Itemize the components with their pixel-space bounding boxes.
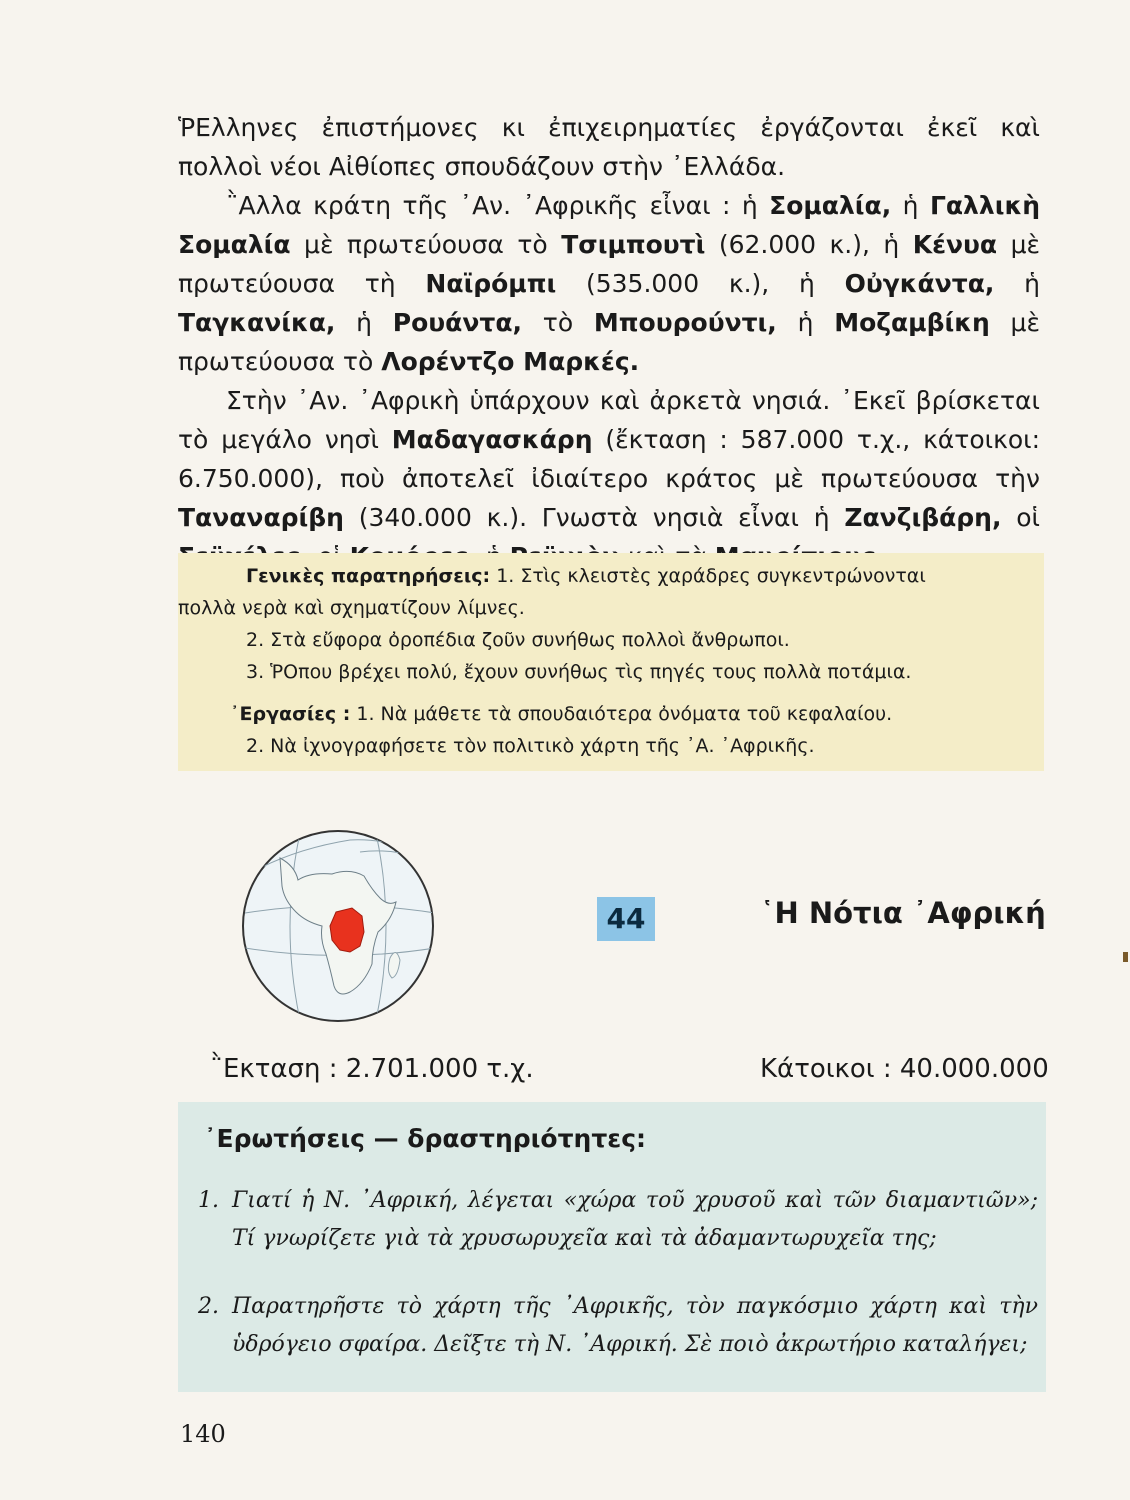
questions-box	[178, 1102, 1046, 1392]
country-name: Μπουρούντι,	[593, 308, 777, 337]
capital-name: Λορέντζο Μαρκές.	[381, 347, 640, 376]
notes-line-1: Γενικὲς παρατηρήσεις: 1. Στὶς κλειστὲς χαράδρες συγκεντρώνονται	[246, 565, 926, 587]
country-name: Κένυα	[912, 230, 998, 259]
tasks-heading: ᾿Εργασίες :	[230, 703, 351, 725]
capital-name: Τσιμπουτὶ	[561, 230, 706, 259]
area-stat: ῭Εκταση : 2.701.000 τ.χ.	[210, 1054, 534, 1084]
tasks-line-1: ᾿Εργασίες : 1. Νὰ μάθετε τὰ σπουδαιότερα ὀνόματα τοῦ κεφαλαίου.	[230, 703, 893, 725]
notes-heading: Γενικὲς παρατηρήσεις:	[246, 565, 491, 587]
page-number: 140	[180, 1420, 226, 1448]
paragraph-2: ῭Αλλα κράτη τῆς ᾿Αν. ᾿Αφρικῆς εἶναι : ἡ Σομαλία, ἡ Γαλλικὴ Σομαλία μὲ πρωτεύουσα τὸ Τσιμπουτὶ (62.000 κ.), ἡ Κένυα μὲ πρωτεύουσα τὴ Ναϊρόμπι (535.000 κ.), ἡ Οὐγκάντα, ἡ Ταγκανίκα, ἡ Ρουάντα, τὸ Μπουρούντι, ἡ Μοζαμβίκη μὲ πρωτεύουσα τὸ Λορέντζο Μαρκές.	[178, 191, 1040, 376]
question-text: Γιατί ἡ Ν. ᾿Αφρική, λέγεται «χώρα τοῦ χρυσοῦ καὶ τῶν διαμαντιῶν»; Τί γνωρίζετε γιὰ τὰ χρυσωρυχεῖα καὶ τὰ ἀδαμαντωρυχεῖα της;	[232, 1188, 1038, 1251]
question-text: Παρατηρῆστε τὸ χάρτη τῆς ᾿Αφρικῆς, τὸν παγκόσμιο χάρτη καὶ τὴν ὑδρόγειο σφαίρα. Δεῖξτε τὴ Ν. ᾿Αφρική. Σὲ ποιὸ ἀκρωτήριο καταλήγει;	[232, 1294, 1038, 1357]
tasks-item-2: 2. Νὰ ἰχνογραφήσετε τὸν πολιτικὸ χάρτη τῆς ᾿Α. ᾿Αφρικῆς.	[246, 735, 815, 757]
lesson-number-badge: 44	[597, 897, 655, 941]
notes-item-3: 3. ῬΟπου βρέχει πολύ, ἔχουν συνήθως τὶς πηγές τους πολλὰ ποτάμια.	[246, 661, 912, 683]
capital-name: Ταναναρίβη	[178, 503, 344, 532]
question-item	[198, 1288, 1038, 1364]
main-text	[178, 108, 1040, 576]
question-number: 1.	[198, 1188, 219, 1213]
notes-line-2: πολλὰ νερὰ καὶ σχηματίζουν λίμνες.	[178, 597, 525, 619]
lesson-title: ῾Η Νότια ᾿Αφρική	[760, 896, 1046, 930]
country-name: Ρουάντα,	[392, 308, 523, 337]
capital-name: Ναϊρόμπι	[425, 269, 557, 298]
question-item	[198, 1182, 1038, 1258]
notes-item-2: 2. Στὰ εὔφορα ὀροπέδια ζοῦν συνήθως πολλοὶ ἄνθρωποι.	[246, 629, 790, 651]
globe-africa-map	[240, 828, 436, 1024]
country-name: Μοζαμβίκη	[834, 308, 990, 337]
population-stat: Κάτοικοι : 40.000.000	[760, 1054, 1049, 1084]
country-name: Ταγκανίκα,	[178, 308, 336, 337]
country-name: Σομαλία,	[769, 191, 892, 220]
questions-heading: ᾿Ερωτήσεις — δραστηριότητες:	[204, 1124, 647, 1153]
country-name: Οὐγκάντα,	[844, 269, 995, 298]
page-edge-mark	[1123, 952, 1128, 962]
paragraph-1: ῬΕλληνες ἐπιστήμονες κι ἐπιχειρηματίες ἐργάζονται ἐκεῖ καὶ πολλοὶ νέοι Αἰθίοπες σπουδάζουν στὴν ᾿Ελλάδα.	[178, 113, 1040, 181]
island-name: Ζανζιβάρη,	[844, 503, 1002, 532]
island-name: Μαδαγασκάρη	[391, 425, 593, 454]
paragraph-3: Στὴν ᾿Αν. ᾿Αφρικὴ ὑπάρχουν καὶ ἀρκετὰ νησιά. ᾿Εκεῖ βρίσκεται τὸ μεγάλο νησὶ Μαδαγασκάρη (ἔκταση : 587.000 τ.χ., κάτοικοι: 6.750.000), ποὺ ἀποτελεῖ ἰδιαίτερο κράτος μὲ πρωτεύουσα τὴν Ταναναρίβη (340.000 κ.). Γνωστὰ νησιὰ εἶναι ἡ Ζανζιβάρη, οἱ	[178, 381, 1040, 576]
country-name: Γαλλικὴ Σομαλία	[178, 191, 1040, 259]
question-number: 2.	[198, 1294, 219, 1319]
general-notes-box	[178, 553, 1044, 771]
